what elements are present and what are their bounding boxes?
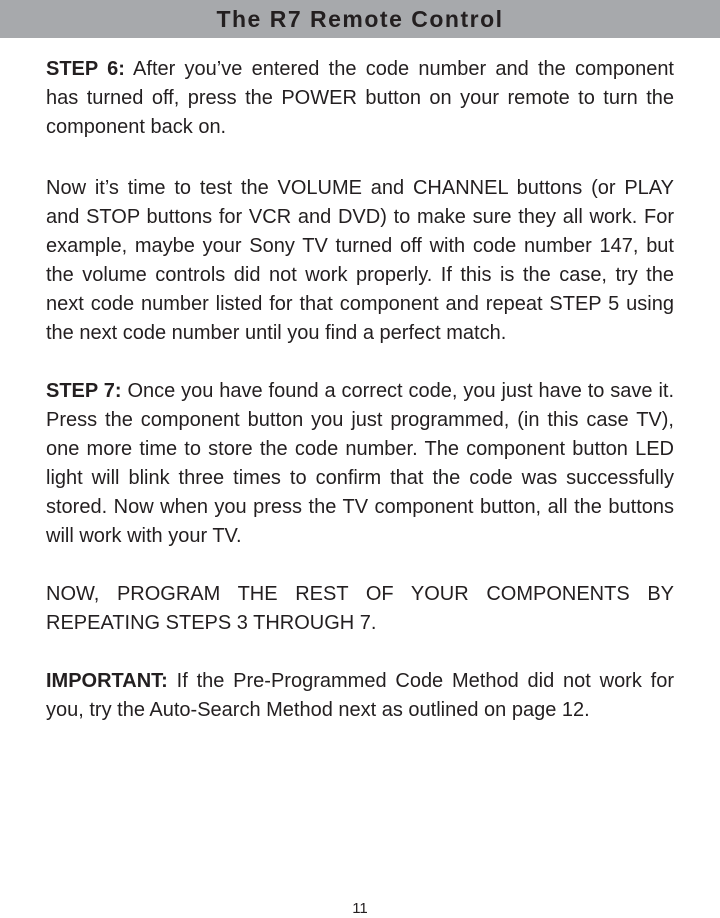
important-label: IMPORTANT: (46, 670, 168, 692)
test-buttons-text: Now it’s time to test the VOLUME and CHANNEL buttons (or PLAY and STOP buttons for VCR and DVD) to make sure they all work. For example, maybe your Sony TV turned off with code number 147, but the volume controls did not work properly. If this is the case, try the next code number listed for that component and repeat STEP 5 using the next code number until you find a perfect match. (46, 177, 674, 344)
important-paragraph (46, 667, 674, 725)
step-7-text: Once you have found a correct code, you just have to save it. Press the component button you just programmed, (in this case TV), one more time to store the code number. The component button LED light will blink three times to confirm that the code was successfully stored. Now when you press the TV component button, all the buttons will work with your TV. (46, 380, 674, 547)
test-buttons-paragraph (46, 174, 674, 348)
program-rest-text: NOW, PROGRAM THE REST OF YOUR COMPONENTS BY REPEATING STEPS 3 THROUGH 7. (46, 583, 674, 634)
paragraph-spacer (46, 348, 674, 377)
important-text: If the Pre-Programmed Code Method did not work for you, try the Auto-Search Method next as outlined on page 12. (46, 670, 674, 721)
step-6-text: After you’ve entered the code number and the component has turned off, press the POWER button on your remote to turn the component back on. (46, 58, 674, 138)
page-content (46, 55, 674, 725)
paragraph-spacer (46, 142, 674, 174)
step-6-label: STEP 6: (46, 58, 125, 80)
page-header-bar (0, 0, 720, 38)
step-7-paragraph (46, 377, 674, 551)
step-7-label: STEP 7: (46, 380, 122, 402)
program-rest-paragraph (46, 580, 674, 638)
paragraph-spacer (46, 638, 674, 667)
page-number: 11 (352, 900, 368, 917)
page-title: The R7 Remote Control (216, 6, 504, 32)
step-6-paragraph (46, 55, 674, 142)
paragraph-spacer (46, 551, 674, 580)
